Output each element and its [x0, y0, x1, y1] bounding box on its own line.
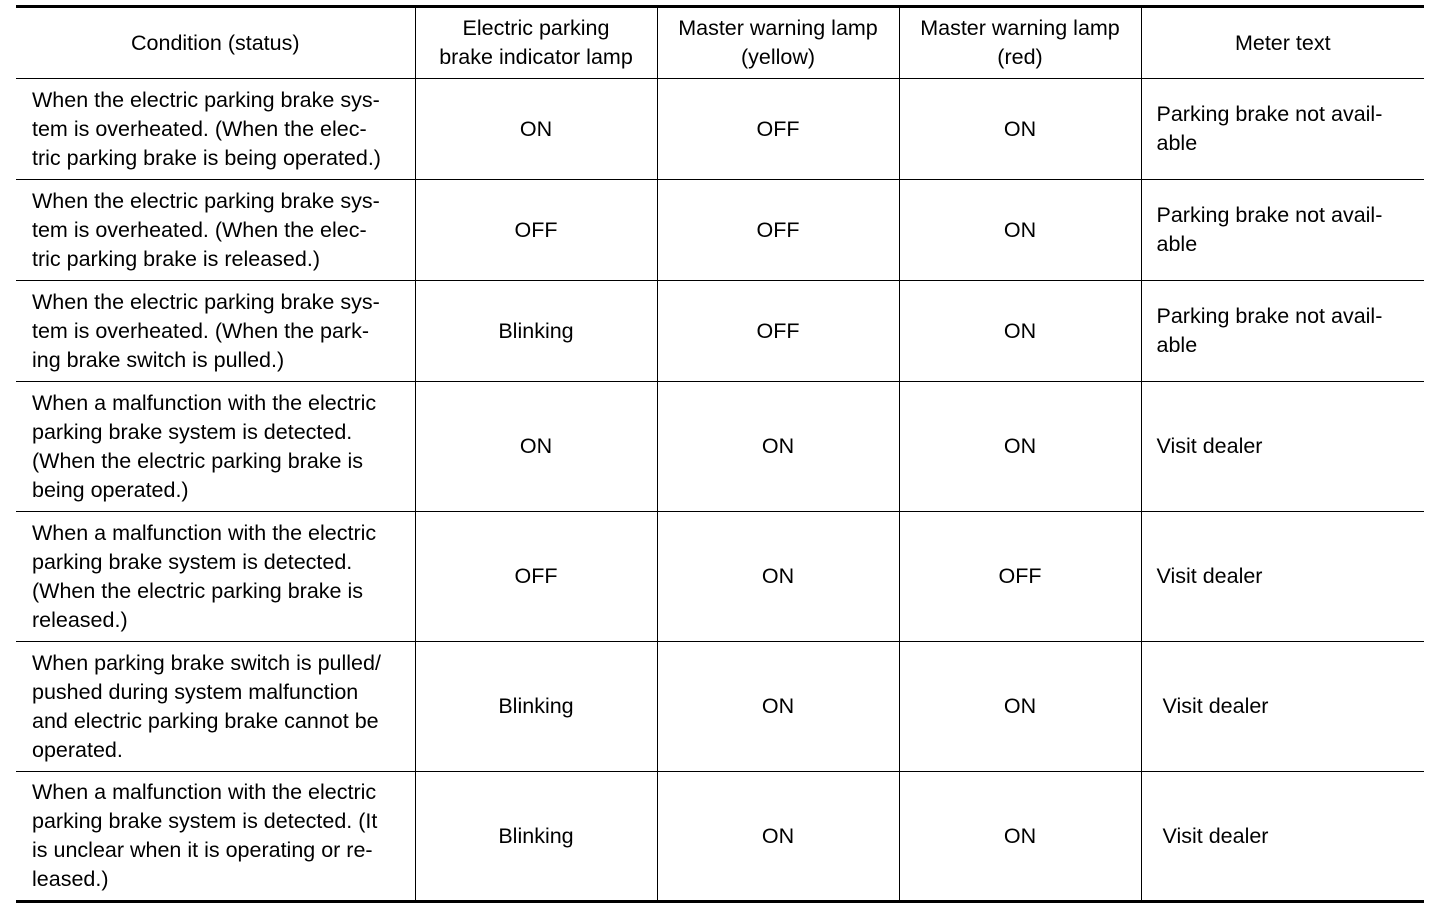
master-red-cell: ON [899, 382, 1141, 512]
meter-text-cell: Visit dealer [1141, 512, 1424, 642]
header-meter-text: Meter text [1141, 7, 1424, 79]
table-row [16, 642, 1424, 772]
epb-indicator-cell: OFF [415, 180, 657, 281]
meter-text-cell: Visit dealer [1141, 642, 1424, 772]
meter-text-cell: Parking brake not avail- able [1141, 79, 1424, 180]
meter-text-cell: Parking brake not avail- able [1141, 180, 1424, 281]
epb-indicator-cell: Blinking [415, 281, 657, 382]
condition-cell: When a malfunction with the electric parking brake system is detected. (It is unclear when it is operating or re- leased.) [16, 772, 415, 902]
condition-cell: When a malfunction with the electric parking brake system is detected. (When the electric parking brake is being operated.) [16, 382, 415, 512]
condition-cell: When the electric parking brake sys- tem is overheated. (When the elec- tric parking brake is released.) [16, 180, 415, 281]
meter-text-cell: Visit dealer [1141, 382, 1424, 512]
header-master-yellow: Master warning lamp (yellow) [657, 7, 899, 79]
master-yellow-cell: ON [657, 642, 899, 772]
epb-indicator-cell: ON [415, 382, 657, 512]
table-row [16, 281, 1424, 382]
table-row [16, 382, 1424, 512]
condition-cell: When parking brake switch is pulled/ pushed during system malfunction and electric parking brake cannot be operated. [16, 642, 415, 772]
meter-text-cell: Visit dealer [1141, 772, 1424, 902]
warning-lamp-table [16, 5, 1424, 903]
header-row [16, 7, 1424, 79]
epb-indicator-cell: ON [415, 79, 657, 180]
master-yellow-cell: OFF [657, 180, 899, 281]
table-row [16, 772, 1424, 902]
condition-cell: When the electric parking brake sys- tem is overheated. (When the park- ing brake switch is pulled.) [16, 281, 415, 382]
master-red-cell: ON [899, 642, 1141, 772]
meter-text-cell: Parking brake not avail- able [1141, 281, 1424, 382]
master-red-cell: ON [899, 79, 1141, 180]
header-condition: Condition (status) [16, 7, 415, 79]
table-row [16, 79, 1424, 180]
table-body [16, 79, 1424, 902]
header-epb-indicator: Electric parking brake indicator lamp [415, 7, 657, 79]
master-yellow-cell: ON [657, 382, 899, 512]
epb-indicator-cell: Blinking [415, 772, 657, 902]
master-yellow-cell: ON [657, 772, 899, 902]
condition-cell: When the electric parking brake sys- tem is overheated. (When the elec- tric parking brake is being operated.) [16, 79, 415, 180]
master-yellow-cell: OFF [657, 281, 899, 382]
master-red-cell: OFF [899, 512, 1141, 642]
master-yellow-cell: OFF [657, 79, 899, 180]
table-row [16, 180, 1424, 281]
header-master-red: Master warning lamp (red) [899, 7, 1141, 79]
master-yellow-cell: ON [657, 512, 899, 642]
master-red-cell: ON [899, 180, 1141, 281]
epb-indicator-cell: Blinking [415, 642, 657, 772]
master-red-cell: ON [899, 772, 1141, 902]
table-row [16, 512, 1424, 642]
table-header [16, 7, 1424, 79]
epb-indicator-cell: OFF [415, 512, 657, 642]
condition-cell: When a malfunction with the electric parking brake system is detected. (When the electric parking brake is released.) [16, 512, 415, 642]
master-red-cell: ON [899, 281, 1141, 382]
